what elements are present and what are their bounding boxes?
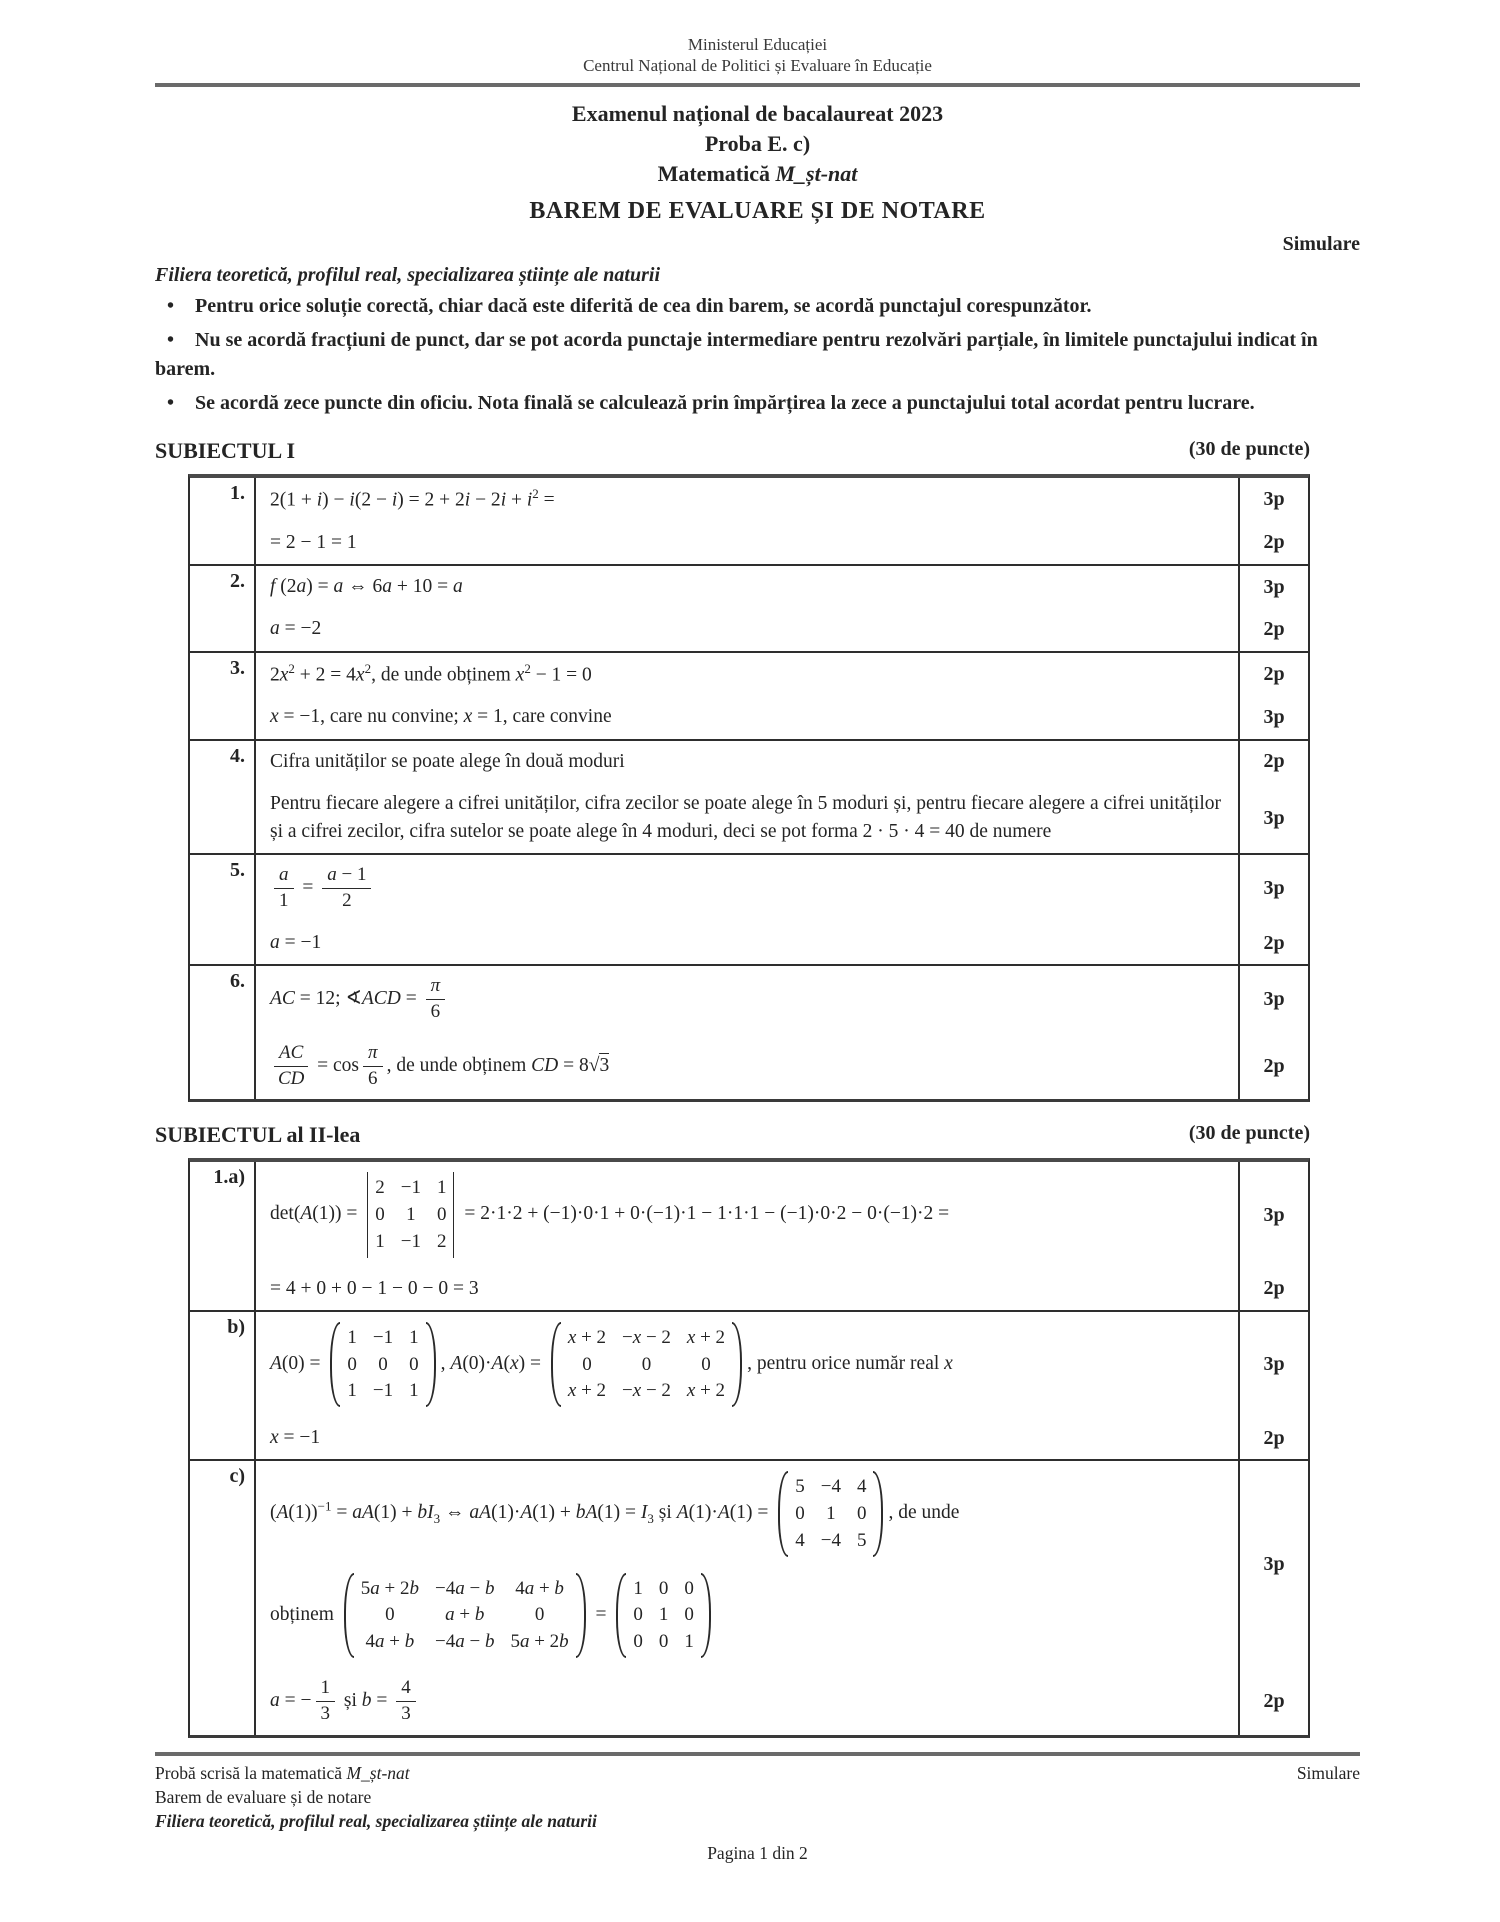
footer-proba-text: Probă scrisă la matematică [155,1762,347,1783]
paren-matrix [344,1573,586,1658]
matrix-right-delimiter [453,1172,454,1257]
matrix-left-delimiter [330,1322,340,1407]
matrix-cell: x + 2 [567,1380,607,1402]
sqrt-radicand: 3 [599,1054,610,1076]
row-number: c) [190,1461,256,1734]
row-number: 6. [190,966,256,1099]
matrix-cell: 1 [436,1177,447,1199]
matrix-cell: 0 [436,1204,447,1226]
section-1-heading: SUBIECTUL I [155,438,296,463]
matrix-cell: 0 [633,1604,643,1626]
row-lines [256,653,1308,739]
fraction-numerator: AC [274,1042,308,1067]
score-points: 3p [1238,966,1308,1033]
matrix-cell: 4a + b [365,1631,415,1653]
score-points: 2p [1238,741,1308,783]
matrix-grid [340,1322,425,1407]
matrix-cell: x + 2 [567,1326,607,1348]
score-points: 2p [1238,522,1308,564]
row-number: 5. [190,855,256,964]
row-lines [256,741,1308,854]
matrix-cell: 0 [378,1353,388,1375]
row-lines [256,1162,1308,1310]
row-number: b) [190,1312,256,1460]
paren-matrix [330,1322,435,1407]
score-content: a = −2 [270,618,322,640]
fraction-numerator: a [274,864,294,889]
barem-title: BAREM DE EVALUARE ȘI DE NOTARE [529,198,986,224]
score-points: 3p [1238,783,1308,854]
matrix-cell: x + 2 [686,1380,726,1402]
matrix-left-delimiter [551,1322,561,1407]
matrix-cell: 2 [436,1230,447,1252]
matrix-grid [561,1322,732,1407]
matrix-cell: 2 [375,1177,385,1199]
bullet-item [155,292,1360,321]
score-content: $2x^2 + 2 = 4x^2$, de unde obținem $x^2 - 1 = 0$ [270,660,592,686]
footer-line-1 [155,1761,1360,1785]
fraction-denominator: 1 [279,890,289,912]
matrix-grid [368,1172,453,1257]
table-row [190,853,1308,964]
bullet-icon: • [167,329,175,351]
section-1-heading-row [155,438,1310,464]
matrix-cell: 0 [633,1631,643,1653]
matrix-cell: 0 [795,1503,805,1525]
matrix-cell: −1 [400,1177,421,1199]
matrix-grid [788,1471,873,1556]
matrix-cell: 1 [375,1230,385,1252]
simulare-label-bottom: Simulare [1296,1762,1360,1783]
score-points: 2p [1238,1268,1308,1310]
filiera-line: Filiera teoretică, profilul real, specializarea științe ale naturii [155,264,660,286]
matrix-cell: 5 [856,1529,867,1551]
fraction [274,864,294,913]
row-number: 4. [190,741,256,854]
fraction [316,1677,336,1726]
bullet-text: Se acordă zece puncte din oficiu. Nota finală se calculează prin împărțirea la zece a punctajului total acordat pentru lucrare. [195,392,1255,414]
matrix-cell: 1 [347,1326,357,1348]
matrix-right-delimiter [732,1322,742,1407]
proba-title: Proba E. c) [704,131,811,156]
subject-title [155,159,1360,189]
row-number: 2. [190,566,256,651]
matrix-cell: 0 [409,1353,419,1375]
ministry-header [155,34,1360,76]
fraction-numerator: 4 [396,1677,416,1702]
score-points: 2p [1238,1668,1308,1735]
matrix-cell: 0 [684,1604,694,1626]
bullet-icon: • [167,295,175,317]
matrix-cell: 1 [658,1604,669,1626]
footer-proba-code: M_șt-nat [346,1762,410,1783]
score-content: $\frac{AC}{CD}$ = cos $\frac{\pi}{6}$ , de unde obținem CD = 8√3 [256,1033,1238,1100]
matrix-right-delimiter [873,1471,883,1556]
matrix-cell: −x − 2 [622,1380,671,1402]
score-line [256,1312,1308,1417]
matrix-cell: −1 [372,1326,394,1348]
matrix-cell: 4 [856,1476,867,1498]
score-content: AC = 12; ∢ACD = $\frac{\pi}{6}$ [256,966,1238,1033]
matrix-cell: 1 [347,1380,357,1402]
table-row [190,564,1308,651]
page-number: Pagina 1 din 2 [707,1842,808,1863]
subject-code: M_șt-nat [775,161,858,186]
score-line [256,1268,1308,1310]
fraction-numerator: a − 1 [322,864,371,889]
table-row [190,739,1308,854]
matrix-cell: 1 [406,1204,416,1226]
score-content: Pentru fiecare alegere a cifrei unităților, cifra zecilor se poate alege în 5 moduri și, pentru fiecare alegere a cifrei unităților și a cifrei zecilor, cifra sutelor se poate alege în 4 moduri, deci se pot forma 2 · 5 · 4 = 40 de numere [270,792,1221,843]
score-content: = 4 + 0 + 0 − 1 − 0 − 0 = 3 [270,1277,479,1299]
score-points: 3p [1238,566,1308,608]
matrix-cell: 0 [856,1503,867,1525]
fraction-denominator: 2 [342,890,352,912]
paren-matrix [616,1573,711,1658]
fraction-denominator: 6 [368,1067,378,1089]
fraction [322,864,371,913]
score-line [256,696,1308,738]
matrix-right-delimiter [576,1573,586,1658]
matrix-grid [626,1573,701,1658]
section-2-points: (30 de puncte) [1188,1122,1310,1145]
score-line [256,783,1308,854]
matrix-cell: 5a + 2b [360,1577,420,1599]
scoring-table-2 [188,1158,1310,1737]
matrix-cell: 0 [385,1604,395,1626]
matrix-cell: −4 [820,1529,841,1551]
matrix-left-delimiter [344,1573,354,1658]
section-2-heading: SUBIECTUL al II-lea [155,1122,361,1148]
ministry-line2: Centrul Național de Politici și Evaluare în Educație [583,56,932,75]
row-number: 3. [190,653,256,739]
row-lines [256,566,1308,651]
score-line [256,922,1308,964]
table-row [190,1459,1308,1734]
score-points: 3p [1238,855,1308,922]
score-line [256,1033,1308,1100]
fraction [426,975,446,1024]
bullet-item [155,389,1360,418]
matrix-cell: −4a − b [435,1577,495,1599]
score-points: 3p [1238,1461,1308,1668]
matrix-cell: 1 [633,1577,643,1599]
matrix-cell: 0 [658,1577,669,1599]
score-points: 3p [1238,478,1308,522]
score-line [256,522,1308,564]
footer-line-2: Barem de evaluare și de notare [155,1786,372,1807]
table-row [190,964,1308,1099]
table-row [190,1310,1308,1460]
matrix-cell: 4 [795,1529,805,1551]
matrix-cell: 0 [347,1353,357,1375]
title-block [155,99,1360,225]
paren-matrix [551,1322,742,1407]
bullet-text: Pentru orice soluție corectă, chiar dacă este diferită de cea din barem, se acordă punctajul corespunzător. [195,295,1092,317]
fraction-denominator: 3 [320,1702,330,1724]
table-row [190,478,1308,564]
fraction [274,1042,308,1091]
fraction-numerator: π [426,975,446,1000]
page-footer [155,1761,1360,1865]
score-points: 2p [1238,1033,1308,1100]
matrix-cell: 0 [534,1604,545,1626]
score-line [256,1417,1308,1459]
score-points: 2p [1238,608,1308,650]
matrix-cell: −x − 2 [622,1326,671,1348]
matrix-cell: 5a + 2b [510,1631,569,1653]
exam-title: Examenul național de bacalaureat 2023 [571,101,944,126]
paren-matrix [778,1471,883,1556]
line-break [270,1560,1228,1570]
score-content: det(A(1)) = 2 −1 1 0 1 0 1 −1 2 = 2·1·2 + (−1)·0·1 + 0·(−1)·1 − 1·1·1 − (−1)·0·2 − 0·(−1)·2 = [256,1162,1238,1267]
score-content: $2(1 + i) - i(2 - i) = 2 + 2i - 2i + i^2$ = [270,486,555,511]
score-line [256,855,1308,922]
score-content: = 2 − 1 = 1 [270,531,357,553]
scoring-table-1 [188,474,1310,1102]
matrix-cell: 0 [375,1204,385,1226]
score-content: x = −1, care nu convine; x = 1, care convine [270,706,612,728]
matrix-cell: 1 [826,1503,836,1525]
matrix-left-delimiter [616,1573,626,1658]
matrix-cell: −4a − b [435,1631,495,1653]
score-line [256,566,1308,608]
matrix-grid [354,1573,576,1658]
fraction-denominator: 6 [430,1001,441,1023]
score-content: Cifra unităților se poate alege în două moduri [270,750,625,772]
score-points: 3p [1238,696,1308,738]
score-content: f (2a) = a ⇔ 6a + 10 = a [270,576,463,598]
score-line [256,653,1308,697]
footer-line-3: Filiera teoretică, profilul real, specializarea științe ale naturii [155,1810,597,1831]
matrix-cell: 0 [658,1631,669,1653]
matrix-cell: 1 [409,1380,419,1402]
subject-prefix: Matematică [657,161,776,186]
score-content: a = − $\frac{1}{3}$ și b = $\frac{4}{3}$ [256,1668,1238,1735]
footer-proba [155,1761,410,1785]
matrix-cell: −1 [400,1230,421,1252]
matrix-cell: 5 [795,1476,805,1498]
score-line [256,608,1308,650]
score-content: A(0) = 1 −1 1 0 0 0 1 −1 1 , A(0)·A(x) = x + 2 −x − 2 x + 2 0 0 0 x + 2 −x − 2 x + 2 , pentru orice număr real x [256,1312,1238,1417]
matrix-cell: 4a + b [515,1577,564,1599]
matrix-cell: 0 [684,1577,694,1599]
section-1-points: (30 de puncte) [1188,438,1310,460]
score-line [256,478,1308,522]
fraction-denominator: CD [277,1067,305,1089]
row-number: 1. [190,478,256,564]
score-content: x = −1 [270,1427,321,1449]
score-points: 3p [1238,1312,1308,1417]
matrix-cell: 1 [409,1326,419,1348]
ministry-line1: Ministerul Educației [687,35,828,54]
fraction [363,1042,383,1091]
matrix-cell: 1 [684,1631,694,1653]
row-lines [256,855,1308,964]
matrix-left-delimiter [778,1471,788,1556]
matrix-cell: a + b [445,1604,485,1626]
score-line [256,1162,1308,1267]
matrix-cell: 0 [701,1353,711,1375]
matrix-cell: 0 [641,1353,652,1375]
score-content: $\frac{a}{1}$ = $\frac{a - 1}{2}$ [256,855,1238,922]
fraction [396,1677,416,1726]
simulare-label-top: Simulare [1282,233,1360,255]
bullet-icon: • [167,392,175,414]
row-lines [256,1312,1308,1460]
score-line [256,1668,1308,1735]
matrix-right-delimiter [426,1322,436,1407]
determinant-matrix [367,1172,454,1257]
score-content: a = −1 [270,931,322,953]
fraction-denominator: 3 [401,1702,411,1724]
score-content: $(A(1))^{-1} = aA(1) + bI_3$ ⇔ $aA(1)\cdot A(1) + bA(1) = I_3$ și A(1)·A(1) = 5 −4 4 0 1 0 4 −4 5 , de unde obținem 5a + 2b −4a − b 4a + b 0 a + b 0 4a + b −4a − b 5a + 2b = 1 0 0 0 1 0 0 0 1 [256,1461,1238,1668]
header-rule [155,83,1360,87]
score-line [256,1461,1308,1668]
section-2-heading-row [155,1122,1310,1148]
table-row [190,1162,1308,1310]
score-points: 2p [1238,922,1308,964]
fraction-numerator: 1 [316,1677,336,1702]
score-line [256,966,1308,1033]
table-row [190,651,1308,739]
score-line [256,741,1308,783]
bullet-text: Nu se acordă fracțiuni de punct, dar se pot acorda punctaje intermediare pentru rezolvări parțiale, în limitele punctajului indicat în barem. [155,329,1318,380]
fraction-numerator: π [363,1042,383,1067]
matrix-cell: −4 [820,1476,841,1498]
score-points: 3p [1238,1162,1308,1267]
bullet-item [155,326,1360,384]
row-lines [256,478,1308,564]
matrix-cell: 0 [582,1353,592,1375]
matrix-cell: −1 [372,1380,394,1402]
sqrt-expression: √3 [588,1054,610,1076]
score-points: 2p [1238,653,1308,697]
score-points: 2p [1238,1417,1308,1459]
footer-rule [155,1752,1360,1756]
matrix-right-delimiter [701,1573,711,1658]
row-number: 1.a) [190,1162,256,1310]
matrix-cell: x + 2 [686,1326,726,1348]
row-lines [256,1461,1308,1734]
row-lines [256,966,1308,1099]
